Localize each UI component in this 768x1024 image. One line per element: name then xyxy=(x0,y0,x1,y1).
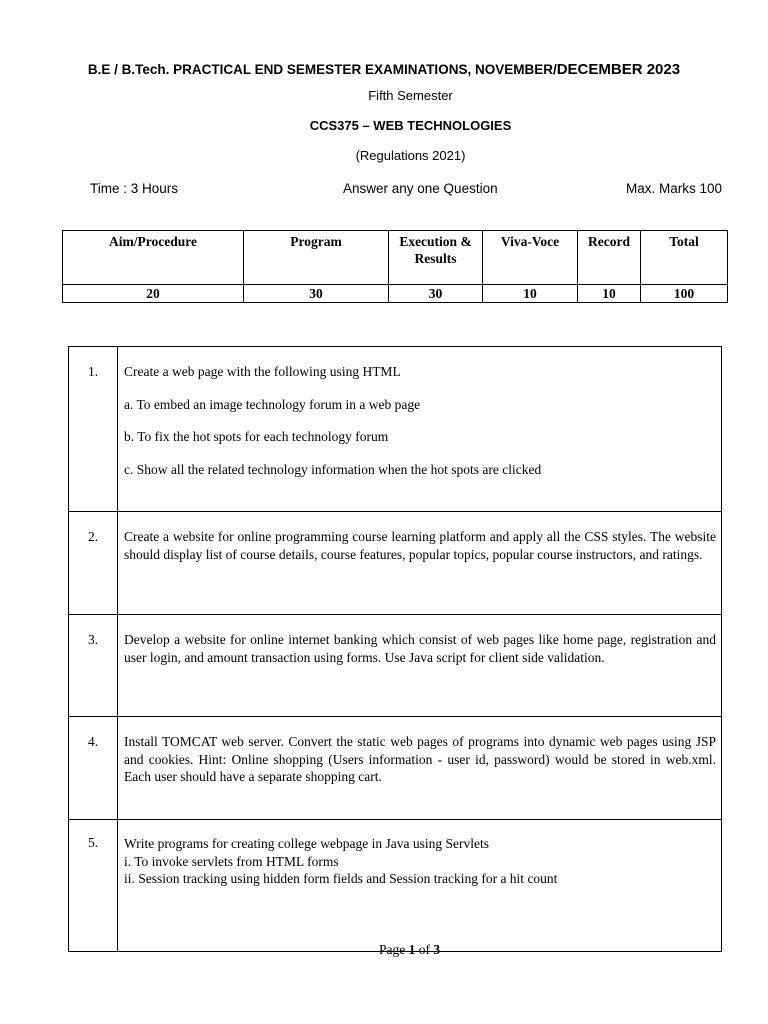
question-number: 3. xyxy=(69,615,118,717)
question-row xyxy=(69,820,722,952)
question-number: 5. xyxy=(69,820,118,952)
regulations: (Regulations 2021) xyxy=(355,148,466,163)
max-marks-label: Max. Marks 100 xyxy=(626,181,723,196)
question-line: c. Show all the related technology information when the hot spots are clicked xyxy=(124,461,542,477)
question-row xyxy=(69,512,722,615)
marks-value-cell: 30 xyxy=(244,285,389,303)
question-text: Develop a website for online internet banking which consist of web pages like home page, registration and user login, and amount transaction using forms. Use Java script for client side validation. xyxy=(118,615,722,717)
marks-header-cell: Total xyxy=(641,231,728,285)
question-line: ii. Session tracking using hidden form fields and Session tracking for a hit count xyxy=(124,871,558,886)
marks-header-row xyxy=(63,231,728,285)
exam-title-tail: DECEMBER 2023 xyxy=(556,61,681,78)
instruction-label: Answer any one Question xyxy=(343,181,498,196)
marks-header-cell: Record xyxy=(578,231,641,285)
page-word: Page xyxy=(378,942,406,957)
page-footer xyxy=(0,942,768,958)
marks-table xyxy=(62,230,728,303)
question-line: Create a web page with the following using HTML xyxy=(124,364,401,379)
marks-header-cell: Program xyxy=(244,231,389,285)
marks-value-cell: 100 xyxy=(641,285,728,303)
page-current: 1 xyxy=(408,942,416,957)
marks-header-text: Execution & Results xyxy=(399,234,472,266)
marks-header-cell: Aim/Procedure xyxy=(63,231,244,285)
marks-value-cell: 30 xyxy=(389,285,483,303)
question-number: 1. xyxy=(69,347,118,512)
question-text xyxy=(118,820,722,952)
question-row xyxy=(69,615,722,717)
marks-value-cell: 10 xyxy=(483,285,578,303)
marks-header-cell: Viva-Voce xyxy=(483,231,578,285)
question-row xyxy=(69,717,722,820)
questions-table xyxy=(68,346,722,952)
question-line: b. To fix the hot spots for each technology forum xyxy=(124,429,389,444)
marks-value-row xyxy=(63,285,728,303)
exam-title xyxy=(0,61,768,78)
question-text: Create a website for online programming course learning platform and apply all the CSS styles. The website should display list of course details, course features, popular topics, popular course instructors, and ratings. xyxy=(118,512,722,615)
question-line: a. To embed an image technology forum in a web page xyxy=(124,396,421,412)
question-number: 4. xyxy=(69,717,118,820)
semester: Fifth Semester xyxy=(368,88,453,103)
question-text: Install TOMCAT web server. Convert the static web pages of programs into dynamic web pages using JSP and cookies. Hint: Online shopping (Users information - user id, password) would be stored in web.xml. Each user should have a separate shopping cart. xyxy=(118,717,722,820)
question-row xyxy=(69,347,722,512)
marks-value-cell: 10 xyxy=(578,285,641,303)
exam-title-main: B.E / B.Tech. PRACTICAL END SEMESTER EXAMINATIONS, NOVEMBER/ xyxy=(87,62,557,77)
time-label: Time : 3 Hours xyxy=(90,181,179,196)
marks-value-cell: 20 xyxy=(63,285,244,303)
page-of: of xyxy=(418,942,430,957)
course-title: CCS375 – WEB TECHNOLOGIES xyxy=(309,118,512,133)
question-number: 2. xyxy=(69,512,118,615)
marks-header-cell xyxy=(389,231,483,285)
question-text xyxy=(118,347,722,512)
page-total: 3 xyxy=(433,942,441,957)
question-line: i. To invoke servlets from HTML forms xyxy=(124,853,339,869)
question-line: Write programs for creating college webpage in Java using Servlets xyxy=(124,836,489,851)
